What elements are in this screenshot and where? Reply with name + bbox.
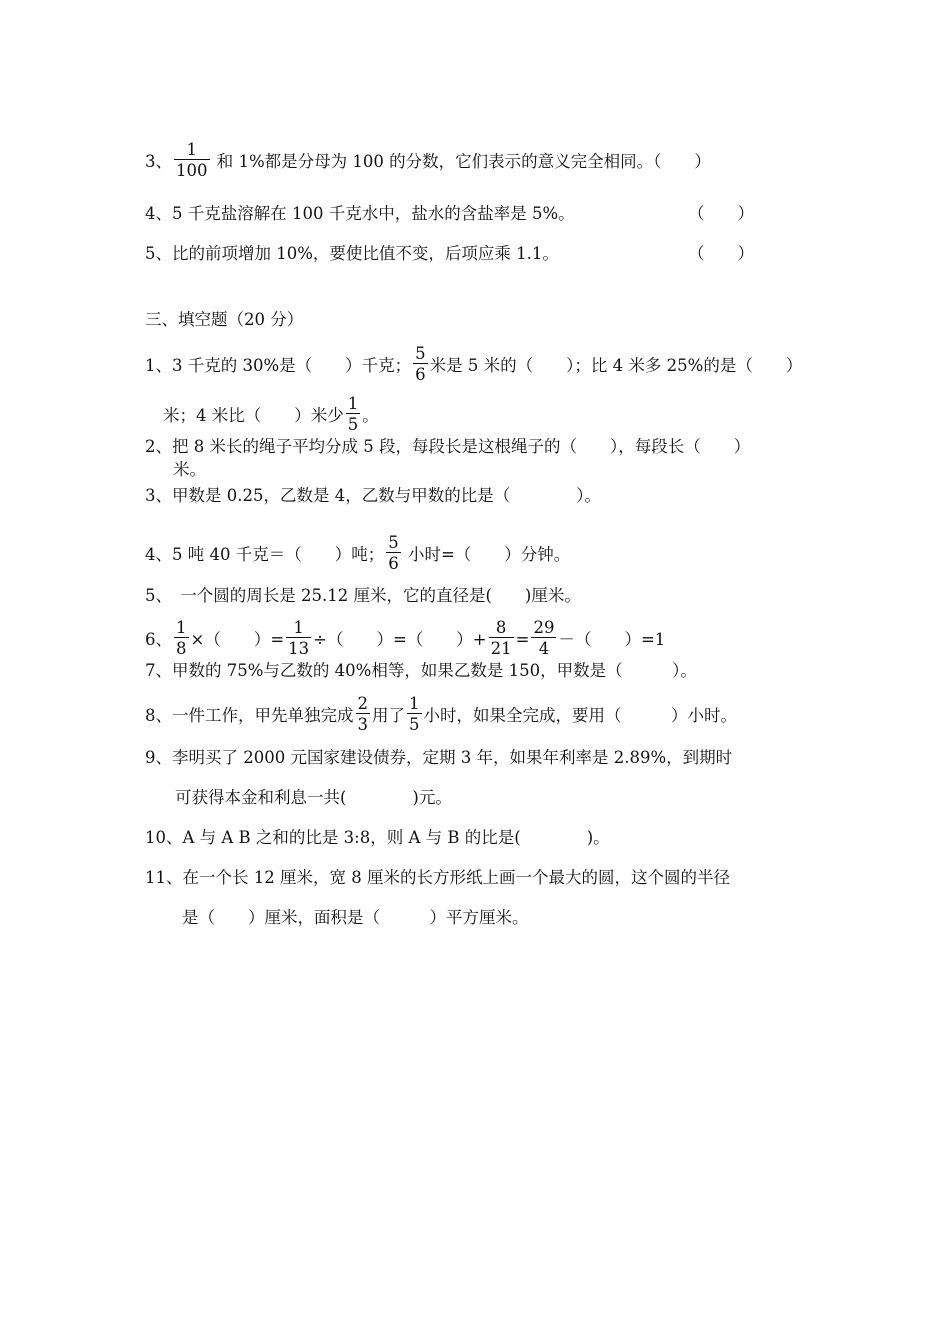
fill-question-1-line-2: 米；4 米比（ ）米少 $\frac{1}{5}$ 。 [163, 394, 379, 435]
fraction: $\frac{1}{5}$ [347, 394, 359, 435]
fraction: $\frac{1}{13}$ [288, 618, 310, 659]
fill-question-3: 3、甲数是 0.25，乙数是 4，乙数与甲数的比是（ ）。 [145, 486, 601, 505]
fill-question-7: 7、甲数的 75%与乙数的 40%相等，如果乙数是 150，甲数是（ ）。 [145, 661, 697, 680]
fraction: $\frac{5}{6}$ [388, 533, 399, 574]
judge-question-4: 4、5 千克盐溶解在 100 千克水中，盐水的含盐率是 5%。 [145, 204, 575, 223]
fill-question-6: 6、 $\frac{1}{8}$ ×（ ）= $\frac{1}{13}$ ÷（ ）=（ ）+ $\frac{8}{21}$ = $\frac{29}{4}$ －（ ）=1 [145, 618, 666, 659]
fraction: $\frac{8}{21}$ [490, 618, 512, 659]
answer-paren: （ ） [688, 244, 754, 263]
section-heading: 三、填空题（20 分） [145, 310, 304, 329]
fill-question-4: 4、5 吨 40 千克＝（ ）吨； $\frac{5}{6}$ 小时=（ ）分钟。 [145, 533, 571, 574]
fill-question-5: 5、 一个圆的周长是 25.12 厘米，它的直径是( )厘米。 [145, 586, 581, 605]
fill-question-2-line-2: 米。 [173, 460, 206, 479]
fill-question-10: 10、A 与 A B 之和的比是 3:8，则 A 与 B 的比是( )。 [145, 828, 610, 847]
fraction: $\frac{29}{4}$ [533, 618, 555, 659]
fill-question-1-line-1: 1、3 千克的 30%是（ ）千克； $\frac{5}{6}$ 米是 5 米的（ ）；比 4 米多 25%的是（ ） [145, 344, 803, 385]
fraction: $\frac{5}{6}$ [415, 344, 426, 385]
fraction: $\frac{1}{8}$ [176, 618, 187, 659]
fraction: $\frac{2}{3}$ [357, 694, 368, 735]
fill-question-8: 8、一件工作，甲先单独完成 $\frac{2}{3}$ 用了 $\frac{1}{5}$ 小时，如果全完成，要用（ ）小时。 [145, 694, 737, 735]
fill-question-2-line-1: 2、把 8 米长的绳子平均分成 5 段，每段长是这根绳子的（ ），每段长（ ） [145, 437, 751, 456]
fill-question-11-line-1: 11、在一个长 12 厘米，宽 8 厘米的长方形纸上画一个最大的圆，这个圆的半径 [145, 868, 730, 887]
judge-question-3: 3、 $\frac{1}{100}$ 和 1%都是分母为 100 的分数，它们表示的意义完全相同。（ ） [145, 140, 711, 181]
fraction: $\frac{1}{100}$ [176, 140, 208, 181]
answer-paren: （ ） [688, 204, 754, 223]
fraction: $\frac{1}{5}$ [409, 694, 420, 735]
fill-question-11-line-2: 是（ ）厘米，面积是（ ）平方厘米。 [182, 908, 529, 927]
fill-question-9-line-2: 可获得本金和利息一共( )元。 [175, 788, 452, 807]
judge-question-5: 5、比的前项增加 10%，要使比值不变，后项应乘 1.1。 [145, 244, 559, 263]
fill-question-9-line-1: 9、李明买了 2000 元国家建设债券，定期 3 年，如果年利率是 2.89%，到期时 [145, 748, 733, 767]
